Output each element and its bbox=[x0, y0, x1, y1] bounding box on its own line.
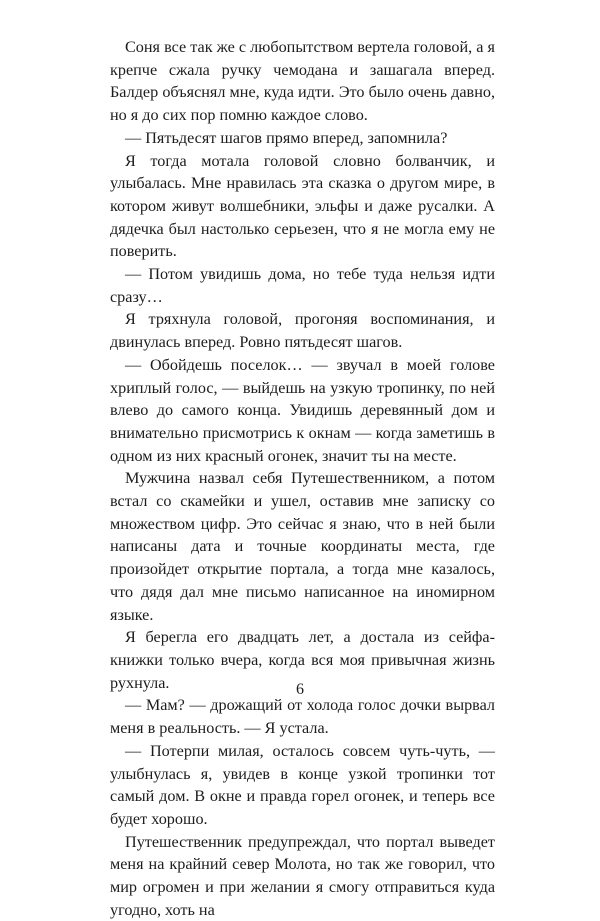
paragraph: Я тогда мотала головой словно болванчик, и улыбалась. Мне нравилась эта сказка о другом мире, в котором живут волшебники, эльфы и даже русалки. А дядечка был настолько серьезен, что я не могла ему не поверить. bbox=[110, 151, 495, 261]
body-text bbox=[110, 36, 495, 921]
paragraph: — Потом увидишь дома, но тебе туда нельзя идти сразу… bbox=[110, 265, 495, 306]
paragraph: Путешественник предупреждал, что портал выведет меня на крайний север Молота, но так же говорил, что мир огромен и при желании я смогу отправиться куда угодно, хоть на bbox=[110, 832, 495, 919]
paragraph: Соня все так же с любопытством вертела головой, а я крепче сжала ручку чемодана и зашагала вперед. Балдер объяснял мне, куда идти. Это было очень давно, но я до сих пор помню каждое слово. bbox=[110, 38, 495, 125]
paragraph: — Потерпи милая, осталось совсем чуть-чуть, — улыбнулась я, увидев в конце узкой тропинки тот самый дом. В окне и правда горел огонек, и теперь все будет хорошо. bbox=[110, 741, 495, 828]
paragraph: — Обойдешь поселок… — звучал в моей голове хриплый голос, — выйдешь на узкую тропинку, по ней влево до самого конца. Увидишь деревянный дом и внимательно присмотрись к окнам — когда заметишь в одном из них красный огонек, значит ты на месте. bbox=[110, 355, 495, 465]
page-number: 6 bbox=[296, 681, 304, 698]
paragraph: Я тряхнула головой, прогоняя воспоминания, и двинулась вперед. Ровно пятьдесят шагов. bbox=[110, 310, 495, 352]
paragraph: Я берегла его двадцать лет, а достала из сейфа-книжки только вчера, когда вся моя привычная жизнь рухнула. bbox=[110, 628, 495, 692]
paragraph: — Пятьдесят шагов прямо вперед, запомнила? bbox=[125, 128, 448, 147]
paragraph: Мужчина назвал себя Путешественником, а потом встал со скамейки и ушел, оставив мне записку со множеством цифр. Это сейчас я знаю, что в ней были написаны дата и точные координаты места, где произойдет открытие портала, а тогда мне казалось, что дядя дал мне письмо написанное на иномирном языке. bbox=[110, 469, 495, 624]
paragraph: — Мам? — дрожащий от холода голос дочки вырвал меня в реальность. — Я устала. bbox=[110, 696, 495, 738]
